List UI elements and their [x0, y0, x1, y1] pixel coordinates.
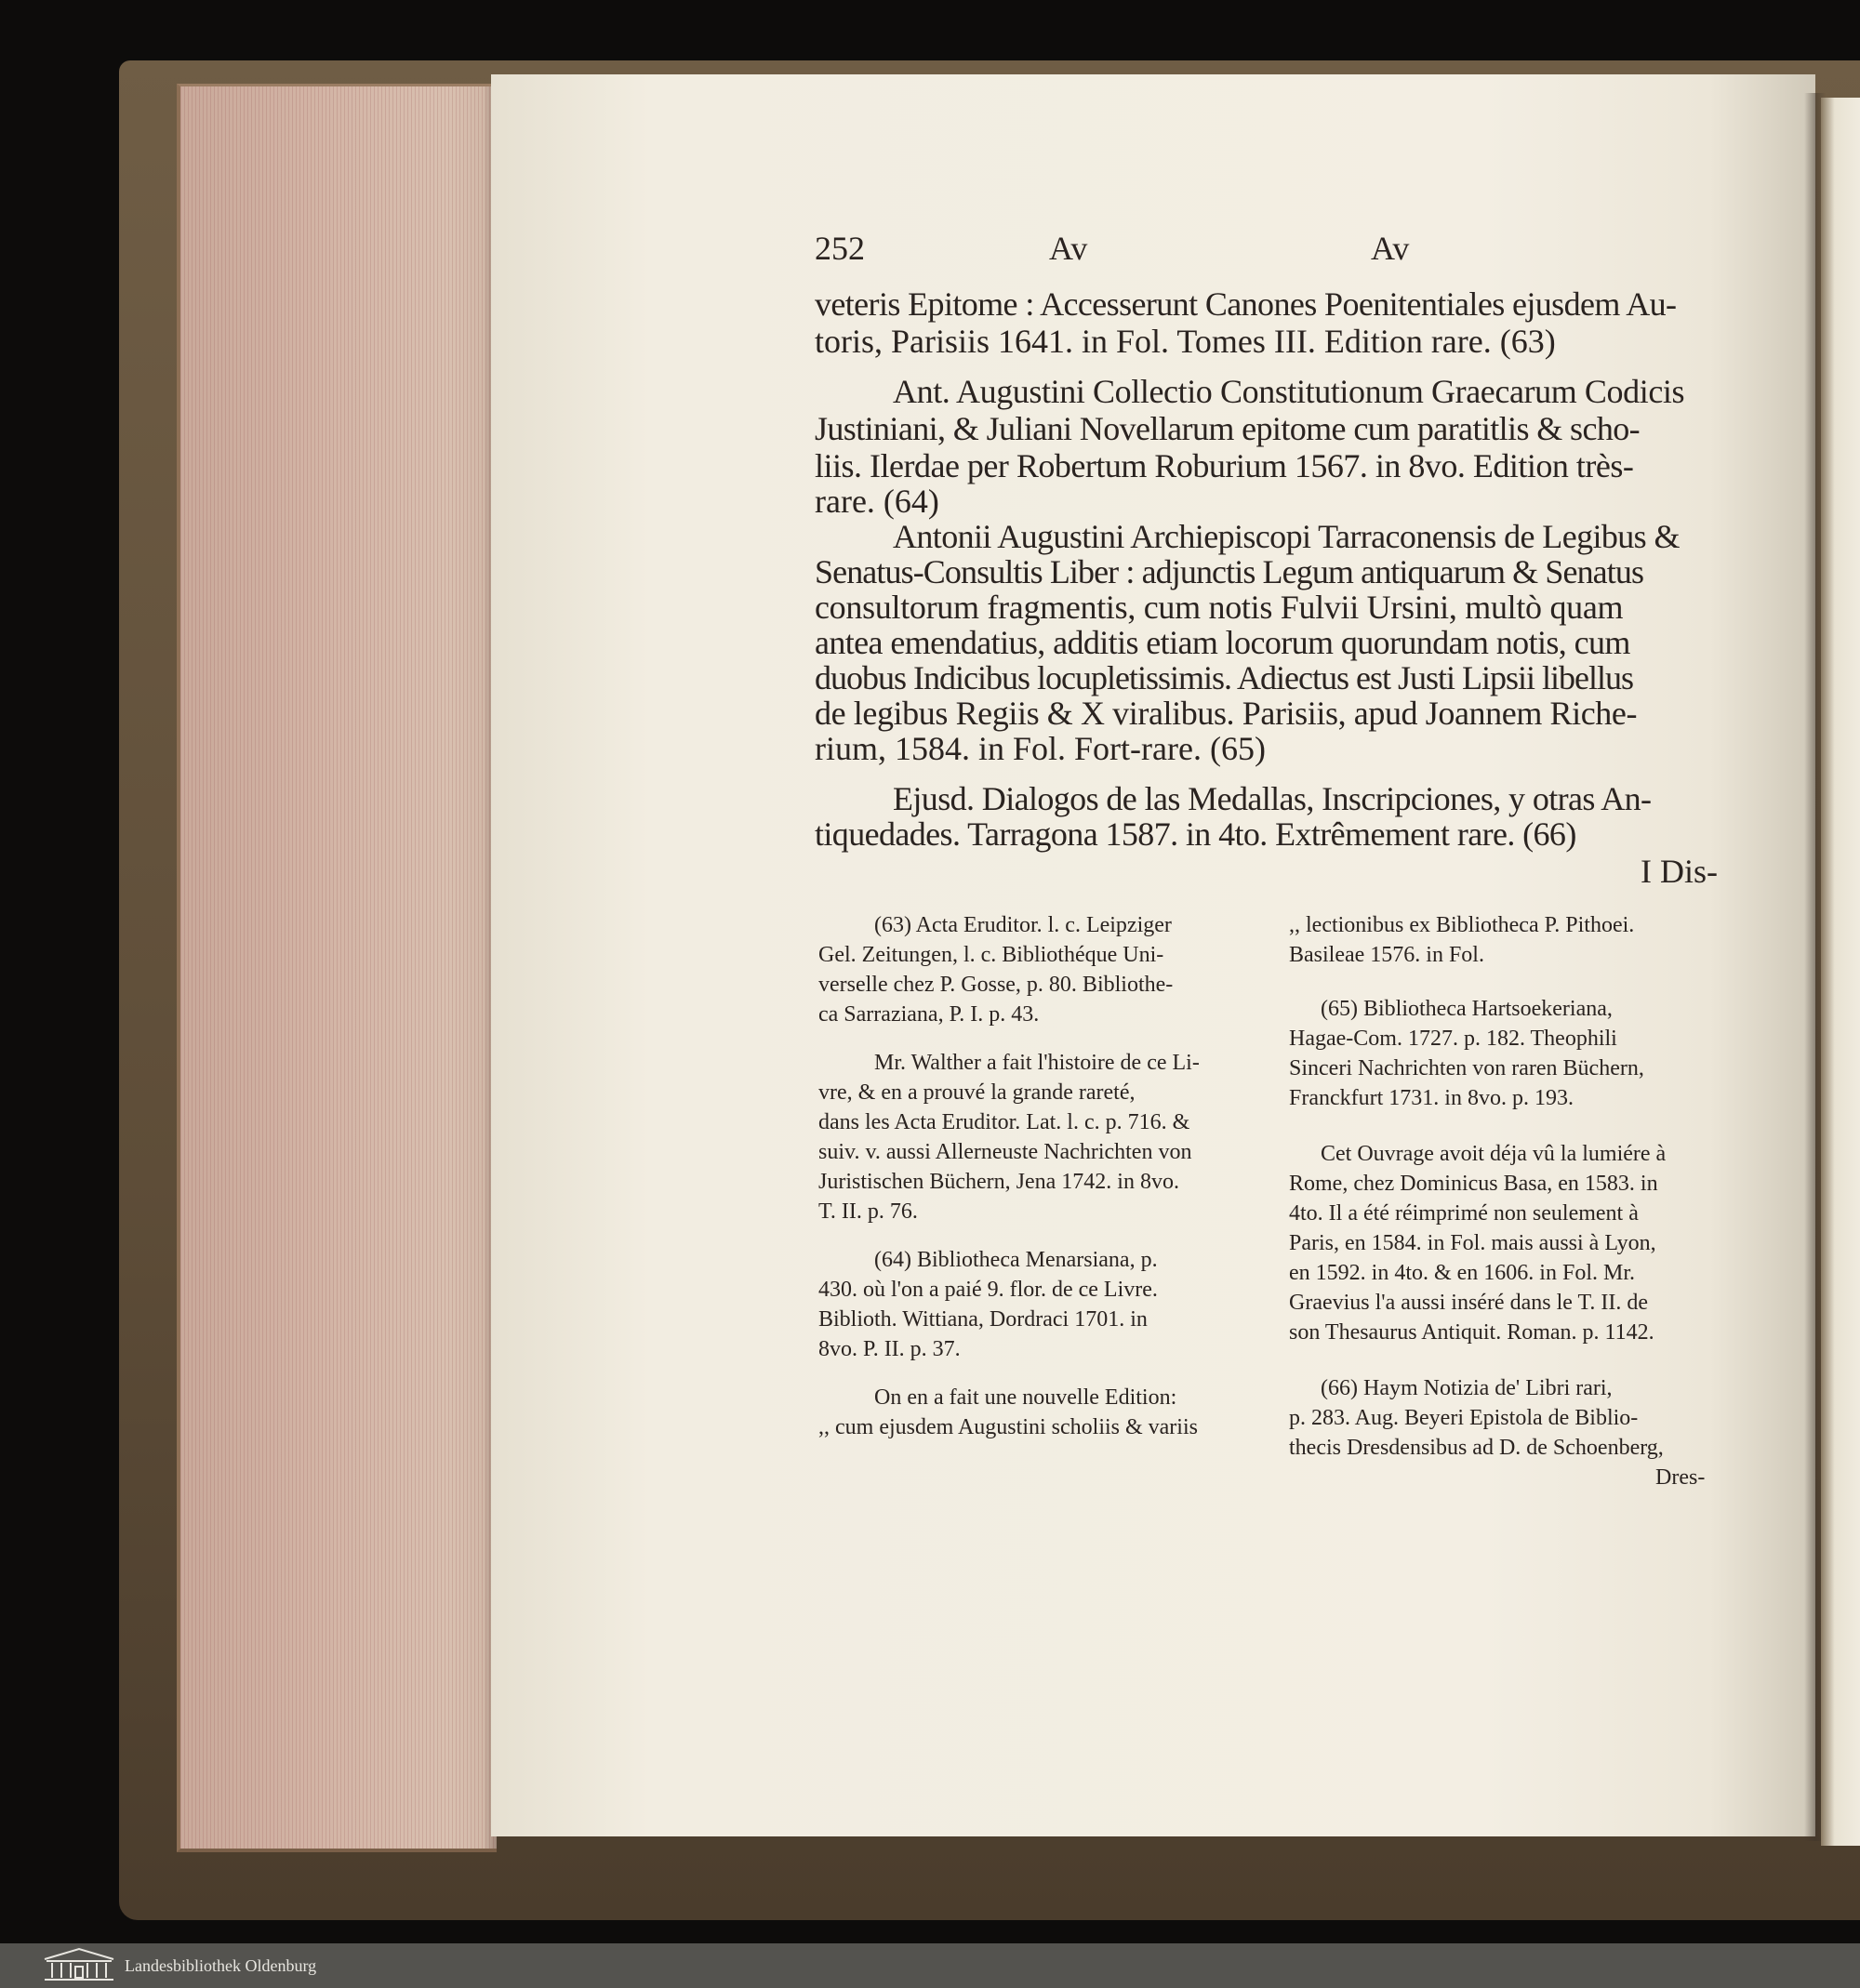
body-line: de legibus Regiis & X viralibus. Parisiis, apud Joannem Riche- — [815, 695, 1638, 732]
footnote-line: ca Sarraziana, P. I. p. 43. — [818, 1002, 1040, 1027]
footnote-line: On en a fait une nouvelle Edition: — [874, 1385, 1177, 1410]
body-line: consultorum fragmentis, cum notis Fulvii Ursini, multò quam — [815, 589, 1624, 626]
running-head-right: Av — [1371, 230, 1410, 267]
footnote-line: verselle chez P. Gosse, p. 80. Bibliothe- — [818, 973, 1174, 997]
body-line: Antonii Augustini Archiepiscopi Tarraconensis de Legibus & — [893, 518, 1680, 555]
footnote-line: Rome, chez Dominicus Basa, en 1583. in — [1289, 1172, 1658, 1196]
footnote-line: Juristischen Büchern, Jena 1742. in 8vo. — [818, 1170, 1179, 1194]
page-number: 252 — [815, 230, 865, 267]
catchword: I Dis- — [1641, 853, 1718, 890]
footnote-line: Mr. Walther a fait l'histoire de ce Li- — [874, 1051, 1200, 1075]
facing-page-edge — [1821, 98, 1860, 1846]
body-line: Senatus-Consultis Liber : adjunctis Legum antiquarum & Senatus — [815, 553, 1644, 590]
footnote-line: ,, lectionibus ex Bibliotheca P. Pithoei. — [1289, 913, 1635, 937]
footnote-line: Hagae-Com. 1727. p. 182. Theophili — [1289, 1027, 1617, 1051]
body-line: Ejusd. Dialogos de las Medallas, Inscripciones, y otras An- — [893, 780, 1652, 817]
footnote-line: Cet Ouvrage avoit déja vû la lumiére à — [1321, 1142, 1667, 1166]
body-line: duobus Indicibus locupletissimis. Adiectus est Justi Lipsii libellus — [815, 659, 1633, 696]
body-line: tiquedades. Tarragona 1587. in 4to. Extrêmement rare. (66) — [815, 815, 1576, 853]
footnote-line: p. 283. Aug. Beyeri Epistola de Biblio- — [1289, 1406, 1639, 1430]
body-line: Ant. Augustini Collectio Constitutionum Graecarum Codicis — [893, 373, 1685, 410]
body-line: liis. Ilerdae per Robertum Roburium 1567. in 8vo. Edition très- — [815, 447, 1634, 484]
body-line: rare. (64) — [815, 483, 939, 520]
footnote-line: 4to. Il a été réimprimé non seulement à — [1289, 1201, 1639, 1226]
page-block-edge — [177, 84, 497, 1852]
footnote-line: Sinceri Nachrichten von raren Büchern, — [1289, 1056, 1644, 1080]
footnote-line: 8vo. P. II. p. 37. — [818, 1337, 961, 1361]
footnote-line: Basileae 1576. in Fol. — [1289, 943, 1484, 967]
running-head-left: Av — [1049, 230, 1088, 267]
body-line: antea emendatius, additis etiam locorum quorundam notis, cum — [815, 624, 1630, 661]
body-line: rium, 1584. in Fol. Fort-rare. (65) — [815, 730, 1266, 767]
footnote-line: vre, & en a prouvé la grande rareté, — [818, 1080, 1136, 1105]
body-line: veteris Epitome : Accesserunt Canones Poenitentiales ejusdem Au- — [815, 285, 1677, 323]
body-line: toris, Parisiis 1641. in Fol. Tomes III. Edition rare. (63) — [815, 323, 1556, 360]
footnote-line: thecis Dresdensibus ad D. de Schoenberg, — [1289, 1436, 1664, 1460]
footnote-line: dans les Acta Eruditor. Lat. l. c. p. 716. & — [818, 1110, 1190, 1134]
footnote-line: 430. où l'on a paié 9. flor. de ce Livre. — [818, 1278, 1158, 1302]
footnote-line: ,, cum ejusdem Augustini scholiis & variis — [818, 1415, 1198, 1439]
footnote-line: Graevius l'a aussi inséré dans le T. II. de — [1289, 1291, 1648, 1315]
footnote-line: son Thesaurus Antiquit. Roman. p. 1142. — [1289, 1320, 1654, 1345]
library-building-logo-icon — [43, 1946, 115, 1983]
footnote-line: suiv. v. aussi Allerneuste Nachrichten von — [818, 1140, 1192, 1164]
footnote-line: Franckfurt 1731. in 8vo. p. 193. — [1289, 1086, 1574, 1110]
footnote-line: Biblioth. Wittiana, Dordraci 1701. in — [818, 1307, 1148, 1332]
footnote-line: (65) Bibliotheca Hartsoekeriana, — [1321, 997, 1613, 1021]
footnote-line: en 1592. in 4to. & en 1606. in Fol. Mr. — [1289, 1261, 1635, 1285]
footnote-line: Gel. Zeitungen, l. c. Bibliothéque Uni- — [818, 943, 1164, 967]
footnote-line: (64) Bibliotheca Menarsiana, p. — [874, 1248, 1158, 1272]
footnote-line: (63) Acta Eruditor. l. c. Leipziger — [874, 913, 1172, 937]
footnote-line: T. II. p. 76. — [818, 1199, 918, 1224]
footnote-line: (66) Haym Notizia de' Libri rari, — [1321, 1376, 1613, 1400]
library-name: Landesbibliothek Oldenburg — [125, 1956, 317, 1975]
body-line: Justiniani, & Juliani Novellarum epitome cum paratitlis & scho- — [815, 410, 1641, 447]
footnote-catchword: Dres- — [1655, 1465, 1706, 1490]
footnote-line: Paris, en 1584. in Fol. mais aussi à Lyon, — [1289, 1231, 1656, 1255]
